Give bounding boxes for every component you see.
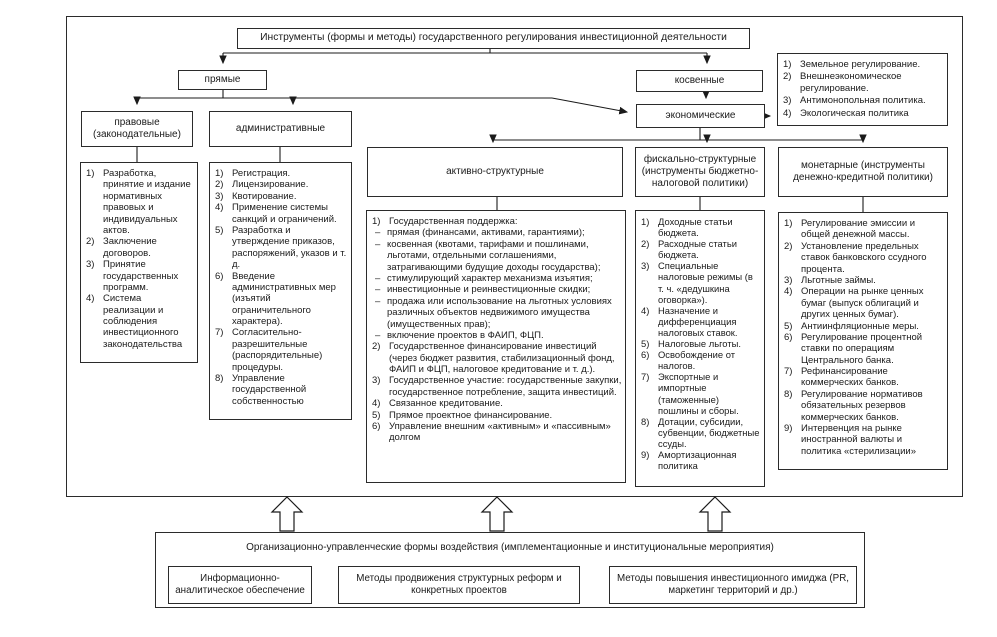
- list-subitem: [372, 284, 622, 295]
- list-item: [215, 202, 348, 225]
- item-number: 2): [372, 341, 381, 353]
- list-item: [784, 332, 944, 366]
- item-number: 3): [783, 95, 792, 107]
- block-up-arrows: [272, 497, 730, 531]
- item-text: инвестиционные и реинвестиционные скидки;: [387, 284, 591, 296]
- node-indirect: [636, 70, 763, 92]
- node-economic: [636, 104, 765, 128]
- item-number: 6): [372, 421, 381, 433]
- item-number: 1): [372, 216, 381, 227]
- list-item: [372, 421, 622, 444]
- list-item: [641, 238, 761, 260]
- item-text: Регулирование нормативов обязательных резервов коммерческих банков.: [801, 388, 923, 423]
- item-text: Государственное участие: государственные закупки, государственное потребление, защита инвестиций.: [389, 375, 622, 398]
- header-legal-label: правовые (законодательные): [93, 117, 181, 140]
- list-subitem: [372, 273, 622, 284]
- item-number: 5): [372, 409, 381, 421]
- item-number: 4): [215, 202, 224, 214]
- dash-marker: –: [375, 295, 381, 307]
- item-number: 3): [784, 274, 793, 286]
- header-legal: [81, 111, 193, 147]
- item-number: 5): [641, 338, 650, 350]
- item-text: косвенная (квотами, тарифами и пошлинами, льготами, отдельными соглашениями, затрагивающими будущие доходы государства);: [387, 238, 601, 273]
- item-text: Разработка и утверждение приказов, распоряжений, указов и т. д.: [232, 224, 347, 271]
- item-text: Регулирование процентной ставки по операциям Центрального банка.: [801, 331, 923, 366]
- item-number: 6): [784, 331, 793, 343]
- item-text: включение проектов в ФАИП, ФЦП.: [387, 329, 544, 341]
- list-item: [641, 216, 761, 238]
- item-text: Регистрация.: [232, 168, 291, 179]
- item-text: Внешнеэкономическое регулирование.: [800, 71, 902, 95]
- root-title: Инструменты (формы и методы) государственного регулирования инвестиционной деятельности: [260, 32, 727, 44]
- item-text: Установление предельных ставок банковского ссудного процента.: [801, 240, 927, 275]
- list-administrative: [209, 162, 352, 420]
- header-active-structural: [367, 147, 623, 197]
- root-title-box: [237, 28, 750, 49]
- list-item: [86, 259, 194, 293]
- item-text: Интервенция на рынке иностранной валюты и политика «стерилизации»: [801, 423, 916, 457]
- bottom-title: Организационно-управленческие формы воздействия (имплементационные и институциональные мероприятия): [246, 542, 774, 553]
- item-text: Экологическая политика: [800, 107, 909, 119]
- item-text: Амортизационная политика: [658, 448, 737, 472]
- dash-marker: –: [375, 284, 381, 296]
- item-text: Лицензирование.: [232, 179, 309, 191]
- dash-marker: –: [375, 227, 381, 239]
- list-fiscal-structural: [635, 210, 765, 487]
- up-arrow-icon: [272, 497, 302, 531]
- item-text: Согласительно-разрешительные (распорядительные) процедуры.: [232, 327, 323, 373]
- item-text: Государственное финансирование инвестиций (через бюджет развития, стабилизационный фонд, ФАИП и ФЦП, налоговое кредитование и т. д.).: [389, 341, 615, 376]
- node-direct: [178, 70, 267, 90]
- item-text: стимулирующий характер механизма изъятия;: [387, 272, 593, 284]
- list-item: [784, 389, 944, 423]
- node-direct-label: прямые: [204, 74, 241, 86]
- item-text: Доходные статьи бюджета.: [658, 216, 733, 239]
- item-text: Дотации, субсидии, субвенции, бюджетные ссуды.: [658, 415, 760, 449]
- item-text: Прямое проектное финансирование.: [389, 409, 553, 421]
- list-subitem: [372, 296, 622, 330]
- bottom-box-promotion-label: Методы продвижения структурных реформ и конкретных проектов: [356, 573, 562, 596]
- item-number: 4): [784, 286, 793, 298]
- item-number: 3): [86, 259, 95, 271]
- item-number: 4): [783, 107, 792, 119]
- list-item: [641, 349, 761, 371]
- dash-marker: –: [375, 272, 381, 284]
- item-text: Разработка, принятие и издание нормативных правовых и индивидуальных актов.: [103, 168, 191, 236]
- list-item: [215, 271, 348, 328]
- list-item: [784, 286, 944, 320]
- item-number: 1): [641, 216, 650, 227]
- item-number: 4): [641, 304, 650, 316]
- list-item: [215, 179, 348, 190]
- item-number: 9): [641, 448, 650, 460]
- list-subitem: [372, 227, 622, 238]
- item-text: Назначение и дифференциация налоговых ставок.: [658, 304, 738, 338]
- header-administrative-label: административные: [235, 123, 326, 135]
- node-economic-label: экономические: [665, 110, 736, 122]
- bottom-box-promotion: [338, 566, 580, 604]
- item-text: продажа или использование на льготных условиях различных объектов недвижимого имущества (имущественных прав);: [387, 295, 612, 330]
- list-item: [372, 375, 622, 398]
- list-item: [215, 168, 348, 179]
- item-text: Льготные займы.: [801, 274, 876, 286]
- item-text: Заключение договоров.: [103, 236, 157, 259]
- item-number: 7): [215, 327, 224, 339]
- up-arrow-icon: [700, 497, 730, 531]
- item-number: 1): [783, 59, 792, 70]
- item-number: 1): [784, 218, 793, 229]
- item-text: Освобождение от налогов.: [658, 349, 736, 372]
- list-item: [372, 410, 622, 421]
- item-number: 2): [86, 236, 95, 248]
- bottom-box-information: [168, 566, 312, 604]
- list-item: [372, 398, 622, 409]
- list-active-structural: [366, 210, 626, 483]
- list-subitem: [372, 330, 622, 341]
- item-text: прямая (финансами, активами, гарантиями);: [387, 227, 585, 239]
- item-number: 2): [783, 71, 792, 83]
- node-indirect-label: косвенные: [674, 75, 725, 87]
- list-item: [215, 373, 348, 407]
- header-monetary: [778, 147, 948, 197]
- list-item: [784, 275, 944, 286]
- header-fiscal-structural-label: фискально-структурные (инструменты бюджетно-налоговой политики): [641, 154, 759, 189]
- list-item: [86, 168, 194, 236]
- dash-marker: –: [375, 238, 381, 250]
- list-monetary: [778, 212, 948, 470]
- list-item: [641, 305, 761, 338]
- item-text: Налоговые льготы.: [658, 338, 741, 350]
- list-item: [215, 191, 348, 202]
- list-item: [641, 449, 761, 471]
- item-number: 4): [86, 293, 95, 305]
- item-number: 6): [641, 349, 650, 361]
- item-text: Управление внешним «активным» и «пассивным» долгом: [389, 421, 611, 444]
- item-text: Экспортные и импортные (таможенные) пошлины и сборы.: [658, 371, 739, 416]
- item-number: 4): [372, 398, 381, 410]
- item-text: Антиинфляционные меры.: [801, 320, 919, 332]
- up-arrow-icon: [482, 497, 512, 531]
- header-fiscal-structural: [635, 147, 765, 197]
- header-monetary-label: монетарные (инструменты денежно-кредитной политики): [793, 160, 933, 183]
- item-number: 8): [215, 373, 224, 385]
- list-item: [784, 366, 944, 389]
- item-text: Введение административных мер (изъятий ограничительного характера).: [232, 270, 336, 328]
- list-item: [86, 236, 194, 259]
- item-number: 1): [215, 168, 224, 179]
- item-number: 5): [215, 224, 224, 236]
- list-item: [641, 260, 761, 304]
- item-text: Система реализации и соблюдения инвестиционного законодательства: [103, 293, 183, 350]
- list-item: [784, 423, 944, 457]
- item-number: 8): [641, 415, 650, 427]
- list-item: [215, 327, 348, 373]
- dash-marker: –: [375, 329, 381, 341]
- item-number: 2): [641, 238, 650, 250]
- list-item: [783, 71, 944, 95]
- list-item: [641, 338, 761, 349]
- item-text: Земельное регулирование.: [800, 59, 921, 70]
- item-number: 6): [215, 270, 224, 282]
- item-number: 3): [215, 190, 224, 202]
- item-number: 3): [372, 375, 381, 387]
- item-number: 3): [641, 260, 650, 272]
- list-legal: [80, 162, 198, 363]
- item-text: Принятие государственных программ.: [103, 259, 179, 293]
- item-number: 2): [784, 240, 793, 252]
- item-number: 5): [784, 320, 793, 332]
- item-text: Операции на рынке ценных бумаг (выпуск облигаций и других ценных бумаг).: [801, 286, 924, 321]
- item-text: Связанное кредитование.: [389, 398, 503, 410]
- bottom-box-image-label: Методы повышения инвестиционного имиджа (PR, маркетинг территорий и др.): [616, 573, 850, 596]
- list-item: [372, 341, 622, 375]
- list-item: [784, 321, 944, 332]
- header-active-structural-label: активно-структурные: [446, 166, 544, 178]
- bottom-box-image: [609, 566, 857, 604]
- item-text: Государственная поддержка:: [389, 216, 518, 227]
- item-text: Квотирование.: [232, 190, 297, 202]
- list-item: [784, 241, 944, 275]
- list-subitem: [372, 239, 622, 273]
- list-item: [641, 371, 761, 415]
- header-administrative: [209, 111, 352, 147]
- list-item: [372, 216, 622, 227]
- list-item: [783, 108, 944, 120]
- item-text: Управление государственной собственностью: [232, 373, 307, 407]
- bottom-box-information-label: Информационно-аналитическое обеспечение: [175, 573, 305, 596]
- side-policies-list: [777, 53, 948, 126]
- item-number: 7): [641, 371, 650, 383]
- list-item: [783, 59, 944, 71]
- item-text: Расходные статьи бюджета.: [658, 238, 737, 261]
- list-item: [215, 225, 348, 271]
- item-number: 8): [784, 388, 793, 400]
- item-text: Регулирование эмиссии и общей денежной массы.: [801, 218, 916, 241]
- item-text: Антимонопольная политика.: [800, 95, 926, 107]
- list-item: [641, 416, 761, 449]
- item-number: 1): [86, 168, 95, 179]
- item-number: 9): [784, 423, 793, 435]
- list-item: [784, 218, 944, 241]
- item-number: 7): [784, 366, 793, 378]
- list-item: [783, 95, 944, 107]
- item-text: Специальные налоговые режимы (в т. ч. «дедушкина оговорка»).: [658, 260, 753, 305]
- item-number: 2): [215, 179, 224, 191]
- item-text: Применение системы санкций и ограничений.: [232, 202, 337, 225]
- item-text: Рефинансирование коммерческих банков.: [801, 366, 899, 389]
- list-item: [86, 293, 194, 350]
